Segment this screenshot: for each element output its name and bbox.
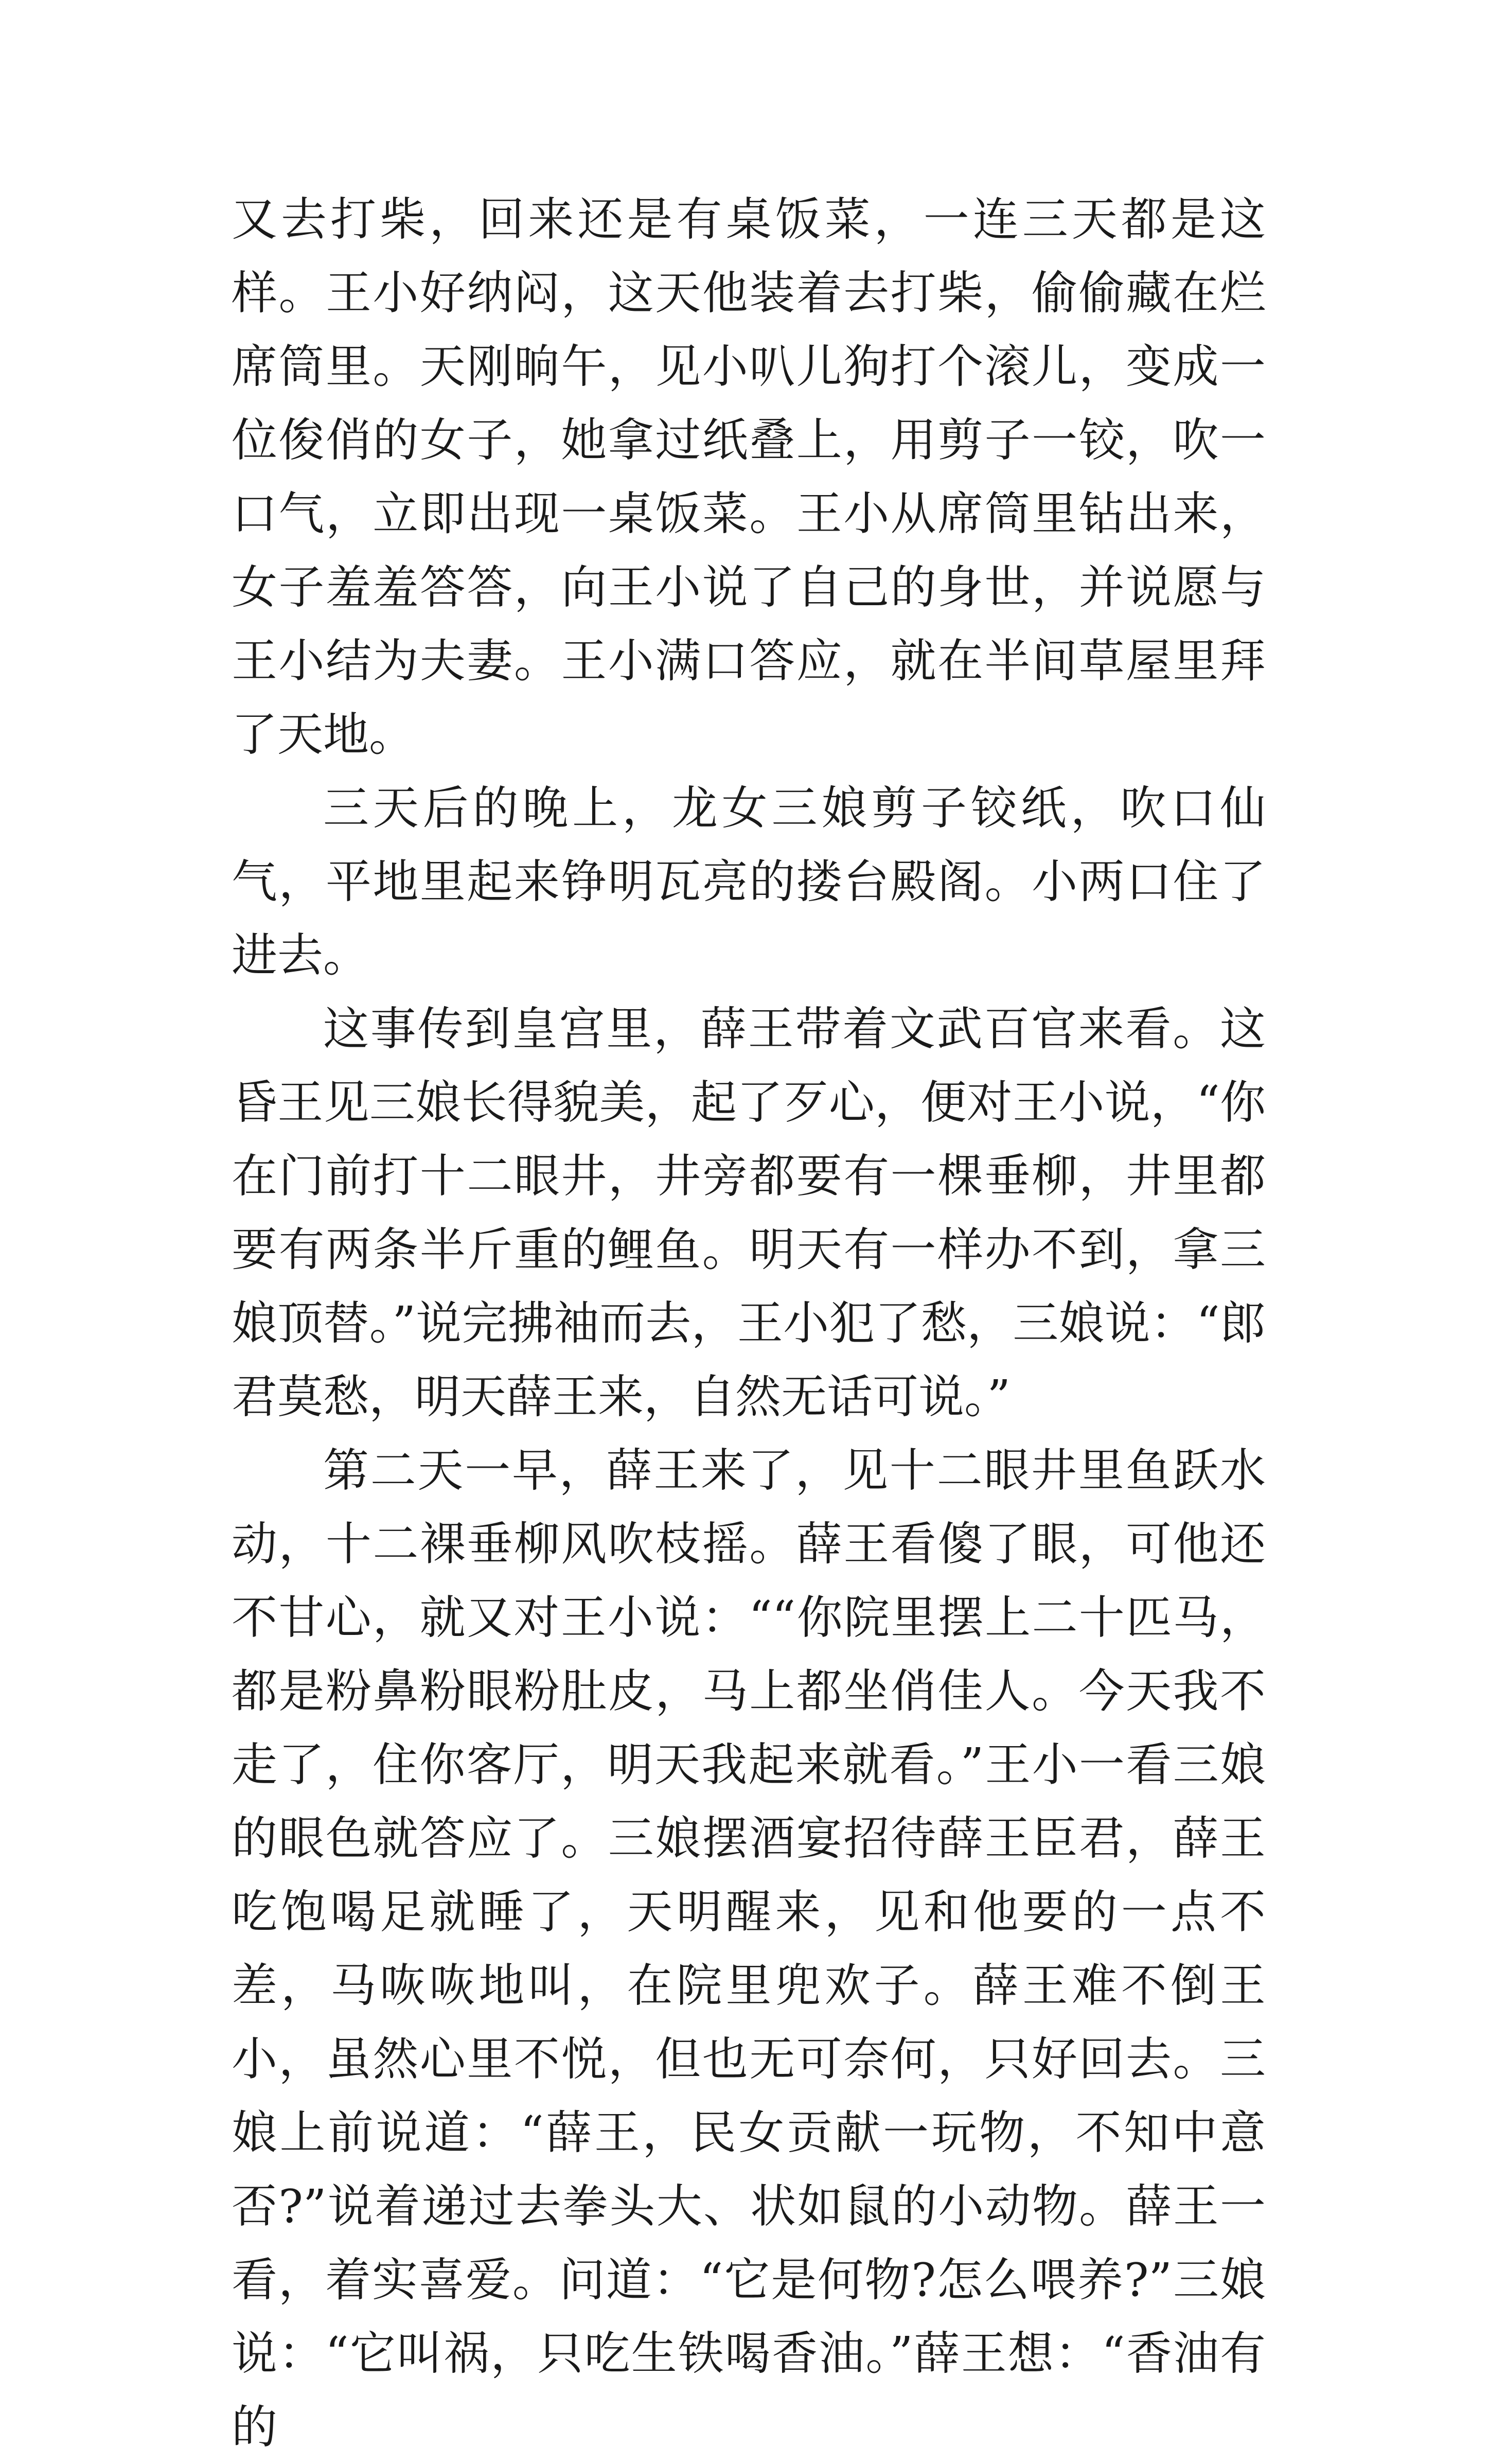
paragraph-1: 又去打柴，回来还是有桌饭菜，一连三天都是这样。王小好纳闷，这天他装着去打柴，偷偷藏在烂席筒里。天刚晌午，见小叭儿狗打个滚儿，变成一位俊俏的女子，她拿过纸叠上，用剪子一铰，吹一口气，立即出现一桌饭菜。王小从席筒里钻出来，女子羞羞答答，向王小说了自己的身世，并说愿与王小结为夫妻。王小满口答应，就在半间草屋里拜了天地。 bbox=[232, 192, 1266, 761]
paragraph-3: 这事传到皇宫里，薛王带着文武百官来看。这昏王见三娘长得貌美，起了歹心，便对王小说，“你在门前打十二眼井，井旁都要有一棵垂柳，井里都要有两条半斤重的鲤鱼。明天有一样办不到，拿三娘顶替。”说完拂袖而去，王小犯了愁，三娘说：“郎君莫愁，明天薛王来，自然无话可说。” bbox=[232, 1002, 1266, 1423]
body-text bbox=[232, 183, 1266, 2464]
paragraph-4: 第二天一早，薛王来了，见十二眼井里鱼跃水动，十二裸垂柳风吹枝摇。薛王看傻了眼，可他还不甘心，就又对王小说：““你院里摆上二十匹马，都是粉鼻粉眼粉肚皮，马上都坐俏佳人。今天我不走了，住你客厅，明天我起来就看。”王小一看三娘的眼色就答应了。三娘摆酒宴招待薛王臣君，薛王吃饱喝足就睡了，天明醒来，见和他要的一点不差，马咴咴地叫，在院里兜欢子。薛王难不倒王小，虽然心里不悦，但也无可奈何，只好回去。三娘上前说道：“薛王，民女贡献一玩物，不知中意否?”说着递过去拳头大、状如鼠的小动物。薛王一看，着实喜爱。问道：“它是何物?怎么喂养?”三娘说：“它叫祸，只吃生铁喝香油。”薛王想：“香油有的 bbox=[232, 1444, 1266, 2454]
paragraph-2: 三天后的晚上，龙女三娘剪子铰纸，吹口仙气，平地里起来铮明瓦亮的搂台殿阁。小两口住了进去。 bbox=[232, 781, 1266, 982]
